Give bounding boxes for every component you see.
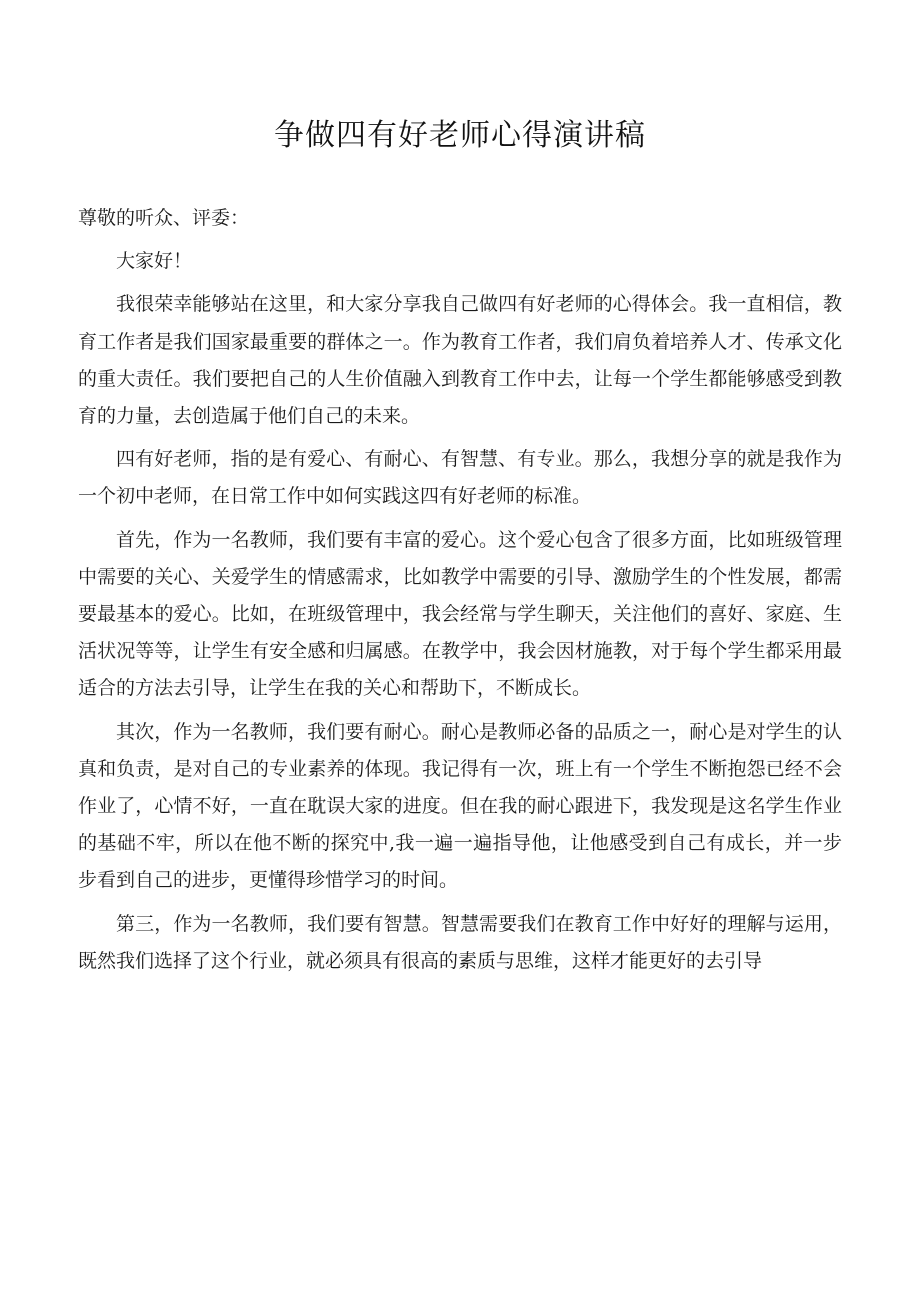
paragraph-patience: 其次，作为一名教师，我们要有耐心。耐心是教师必备的品质之一，耐心是对学生的认真和负责，是对自己的专业素养的体现。我记得有一次，班上有一个学生不断抱怨已经不会作业了，心情不好，一直在耽误大家的进度。但在我的耐心跟进下，我发现是这名学生作业的基础不牢，所以在他不断的探究中,我一遍一遍指导他，让他感受到自己有成长，并一步步看到自己的进步，更懂得珍惜学习的时间。 xyxy=(78,720,842,892)
salutation: 尊敬的听众、评委： xyxy=(78,207,250,229)
paragraph-love: 首先，作为一名教师，我们要有丰富的爱心。这个爱心包含了很多方面，比如班级管理中需要的关心、关爱学生的情感需求，比如教学中需要的引导、激励学生的个性发展，都需要最基本的爱心。比如，在班级管理中，我会经常与学生聊天，关注他们的喜好、家庭、生活状况等等，让学生有安全感和归属感。在教学中，我会因材施教，对于每个学生都采用最适合的方法去引导，让学生在我的关心和帮助下，不断成长。 xyxy=(78,528,842,700)
document-body xyxy=(78,200,842,986)
paragraph-intro: 我很荣幸能够站在这里，和大家分享我自己做四有好老师的心得体会。我一直相信，教育工作者是我们国家最重要的群体之一。作为教育工作者，我们肩负着培养人才、传承文化的重大责任。我们要把自己的人生价值融入到教育工作中去，让每一个学生都能够感受到教育的力量，去创造属于他们自己的未来。 xyxy=(78,293,842,428)
paragraph-greeting: 大家好！ xyxy=(116,250,193,273)
paragraph-definition: 四有好老师，指的是有爱心、有耐心、有智慧、有专业。那么，我想分享的就是我作为一个初中老师，在日常工作中如何实践这四有好老师的标准。 xyxy=(78,448,842,508)
paragraph-wisdom: 第三，作为一名教师，我们要有智慧。智慧需要我们在教育工作中好好的理解与运用，既然我们选择了这个行业，就必须具有很高的素质与思维，这样才能更好的去引导 xyxy=(78,912,842,972)
document-title: 争做四有好老师心得演讲稿 xyxy=(274,118,646,153)
